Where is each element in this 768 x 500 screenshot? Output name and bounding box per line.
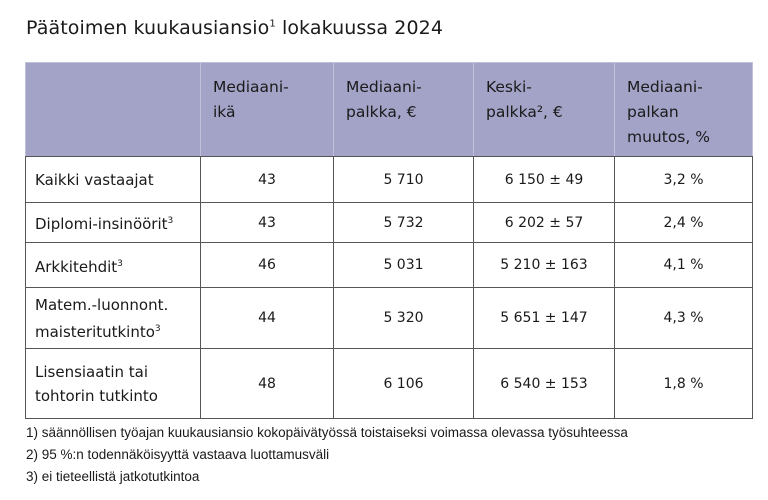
row-label [26,157,201,203]
cell-median: 6 106 [334,349,474,419]
table-row [26,349,753,419]
cell-age: 43 [201,157,334,203]
footnote-ref: 3 [154,323,161,334]
header-line: palkka², € [486,103,563,121]
cell-age: 43 [201,203,334,243]
header-line: ikä [213,103,236,121]
cell-age: 44 [201,288,334,349]
row-label-line: Matem.-luonnont. [35,295,169,314]
cell-change: 3,2 % [615,157,753,203]
cell-mean: 5 210 ± 163 [474,243,615,288]
table-row [26,157,753,203]
row-label-line: Lisensiaatin tai [35,362,149,381]
header-line: Mediaani- [213,78,289,96]
cell-change: 2,4 % [615,203,753,243]
cell-change: 4,3 % [615,288,753,349]
header-line: Keski- [486,78,532,96]
cell-age: 46 [201,243,334,288]
cell-mean: 5 651 ± 147 [474,288,615,349]
header-row [26,63,753,157]
header-line: palkan [627,103,679,121]
row-label-line: Arkkitehdit [35,257,118,276]
footnotes [26,422,628,488]
row-label-line: maisteritutkinto [35,322,155,341]
cell-median: 5 320 [334,288,474,349]
row-label-line: Kaikki vastaajat [35,170,154,189]
row-label [26,203,201,243]
table-row [26,203,753,243]
column-header [474,63,615,157]
row-label-line: tohtorin tutkinto [35,386,158,405]
row-label [26,288,201,349]
footnote-ref: 3 [167,216,174,226]
footnote-ref: 3 [117,258,123,269]
header-line: Mediaani- [346,78,422,96]
column-header [334,63,474,157]
cell-median: 5 732 [334,203,474,243]
cell-median: 5 031 [334,243,474,288]
cell-change: 4,1 % [615,243,753,288]
column-header [201,63,334,157]
row-label-line: Diplomi-insinöörit [35,215,168,233]
cell-age: 48 [201,349,334,419]
cell-mean: 6 540 ± 153 [474,349,615,419]
footnote-1: 1) säännöllisen työajan kuukausiansio kokopäivätyössä toistaiseksi voimassa olevassa työsuhteessa [26,425,628,440]
header-line: Mediaani- [627,78,703,96]
header-line: muutos, % [627,128,710,146]
footnote-2: 2) 95 %:n todennäköisyyttä vastaava luottamusväli [26,447,330,462]
cell-median: 5 710 [334,157,474,203]
row-label [26,349,201,419]
cell-mean: 6 150 ± 49 [474,157,615,203]
column-header [615,63,753,157]
cell-change: 1,8 % [615,349,753,419]
salary-table [25,62,753,419]
footnote-3: 3) ei tieteellistä jatkotutkintoa [26,469,200,484]
table-row [26,288,753,349]
header-empty [26,63,201,157]
table-title: Päätoimen kuukausiansio$^1$ lokakuussa 2024 [26,17,444,39]
cell-mean: 6 202 ± 57 [474,203,615,243]
row-label [26,243,201,288]
header-line: palkka, € [346,103,417,121]
table-row [26,243,753,288]
